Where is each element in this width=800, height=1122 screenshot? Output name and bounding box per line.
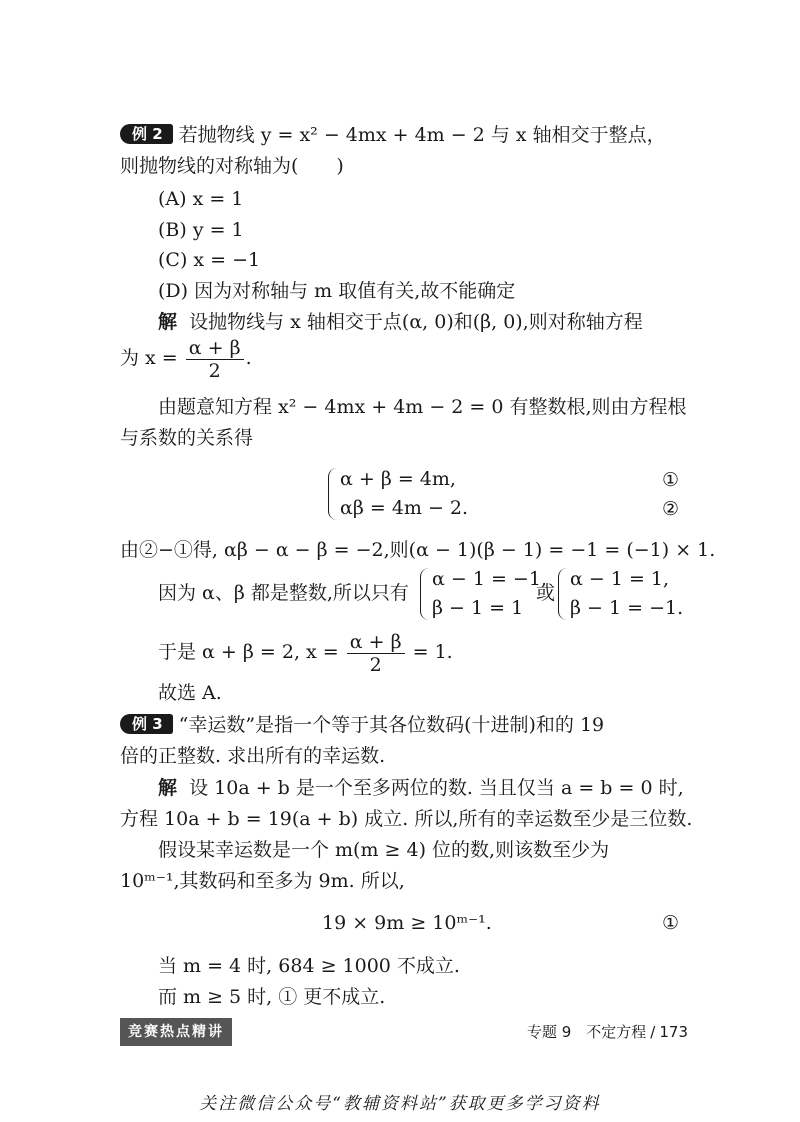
case-or: 或 bbox=[536, 582, 556, 604]
separator: / bbox=[650, 1023, 656, 1041]
equation-number-1: ① bbox=[662, 912, 680, 934]
example2-statement-line1: 例 2 若抛物线 y = x² − 4mx + 4m − 2 与 x 轴相交于整点， bbox=[120, 122, 690, 148]
equation-number-1: ① bbox=[662, 469, 680, 491]
topic-title: 专题 9 不定方程 bbox=[526, 1023, 647, 1041]
example3-statement-line2: 倍的正整数. 求出所有的幸运数. bbox=[120, 745, 386, 767]
example2-conclusion: 于是 α + β = 2, x = $\frac{\alpha + \beta}{2}$ = 1. bbox=[158, 630, 453, 676]
example2-paragraph2-line2: 与系数的关系得 bbox=[120, 427, 254, 449]
example3-solution-line2: 方程 10a + b = 19(a + b) 成立. 所以,所有的幸运数至少是三位数. bbox=[120, 808, 693, 830]
solution-label: 解 bbox=[158, 777, 178, 799]
example2-badge: 例 2 bbox=[120, 124, 173, 144]
example3-statement-line1: 例 3 “幸运数”是指一个等于其各位数码(十进制)和的 19 bbox=[120, 712, 690, 738]
example3-paragraph2-line2: 10ᵐ⁻¹,其数码和至多为 9m. 所以, bbox=[120, 870, 405, 892]
running-footer bbox=[527, 1020, 688, 1044]
example2-option-d: (D) 因为对称轴与 m 取值有关,故不能确定 bbox=[158, 280, 516, 302]
example2-statement-line2: 则抛物线的对称轴为( ) bbox=[120, 155, 344, 177]
case-system-2: α − 1 = 1, β − 1 = −1. bbox=[558, 565, 683, 623]
example2-option-a: (A) x = 1 bbox=[158, 188, 244, 210]
left-brace bbox=[328, 468, 337, 520]
example3-paragraph3: 当 m = 4 时, 684 ≥ 1000 不成立. bbox=[158, 955, 460, 977]
example2-answer: 故选 A. bbox=[158, 682, 222, 704]
example2-option-b: (B) y = 1 bbox=[158, 219, 244, 241]
example2-integer-cases-text: 因为 α、β 都是整数,所以只有 bbox=[158, 582, 409, 604]
example2-derivation: 由②−①得, αβ − α − β = −2,则(α − 1)(β − 1) = −1 = (−1) × 1. bbox=[120, 539, 716, 561]
equation-system bbox=[328, 465, 468, 523]
example3-inequality: 19 × 9m ≥ 10ᵐ⁻¹. bbox=[322, 912, 492, 934]
example3-solution-line1: 解 设 10a + b 是一个至多两位的数. 当且仅当 a = b = 0 时, bbox=[158, 777, 684, 799]
example2-solution-line1: 解 设抛物线与 x 轴相交于点(α, 0)和(β, 0),则对称轴方程 bbox=[158, 311, 643, 333]
example2-paragraph2-line1: 由题意知方程 x² − 4mx + 4m − 2 = 0 有整数根,则由方程根 bbox=[158, 396, 687, 418]
left-brace bbox=[558, 568, 567, 620]
solution-label: 解 bbox=[158, 311, 178, 333]
system-row-1: α + β = 4m, bbox=[340, 468, 456, 490]
left-brace bbox=[420, 568, 429, 620]
equation-number-2: ② bbox=[662, 498, 680, 520]
fraction: $\frac{\alpha + \beta}{2}$ bbox=[186, 337, 244, 382]
example2-option-c: (C) x = −1 bbox=[158, 249, 261, 271]
watermark-note: 关注微信公众号“教辅资料站”获取更多学习资料 bbox=[199, 1094, 601, 1114]
system-row-2: αβ = 4m − 2. bbox=[340, 497, 469, 519]
example3-paragraph4: 而 m ≥ 5 时, ① 更不成立. bbox=[158, 986, 386, 1008]
example3-badge: 例 3 bbox=[120, 714, 173, 734]
case-system-1: α − 1 = −1, β − 1 = 1 bbox=[420, 565, 547, 623]
example2-axis-formula: 为 x = $\frac{\alpha + \beta}{2}$ . bbox=[120, 336, 252, 382]
fraction: $\frac{\alpha + \beta}{2}$ bbox=[347, 631, 405, 676]
example3-paragraph2-line1: 假设某幸运数是一个 m(m ≥ 4) 位的数,则该数至少为 bbox=[158, 839, 610, 861]
book-series-tag: 竞赛热点精讲 bbox=[120, 1018, 232, 1046]
page-number: 173 bbox=[659, 1023, 688, 1041]
